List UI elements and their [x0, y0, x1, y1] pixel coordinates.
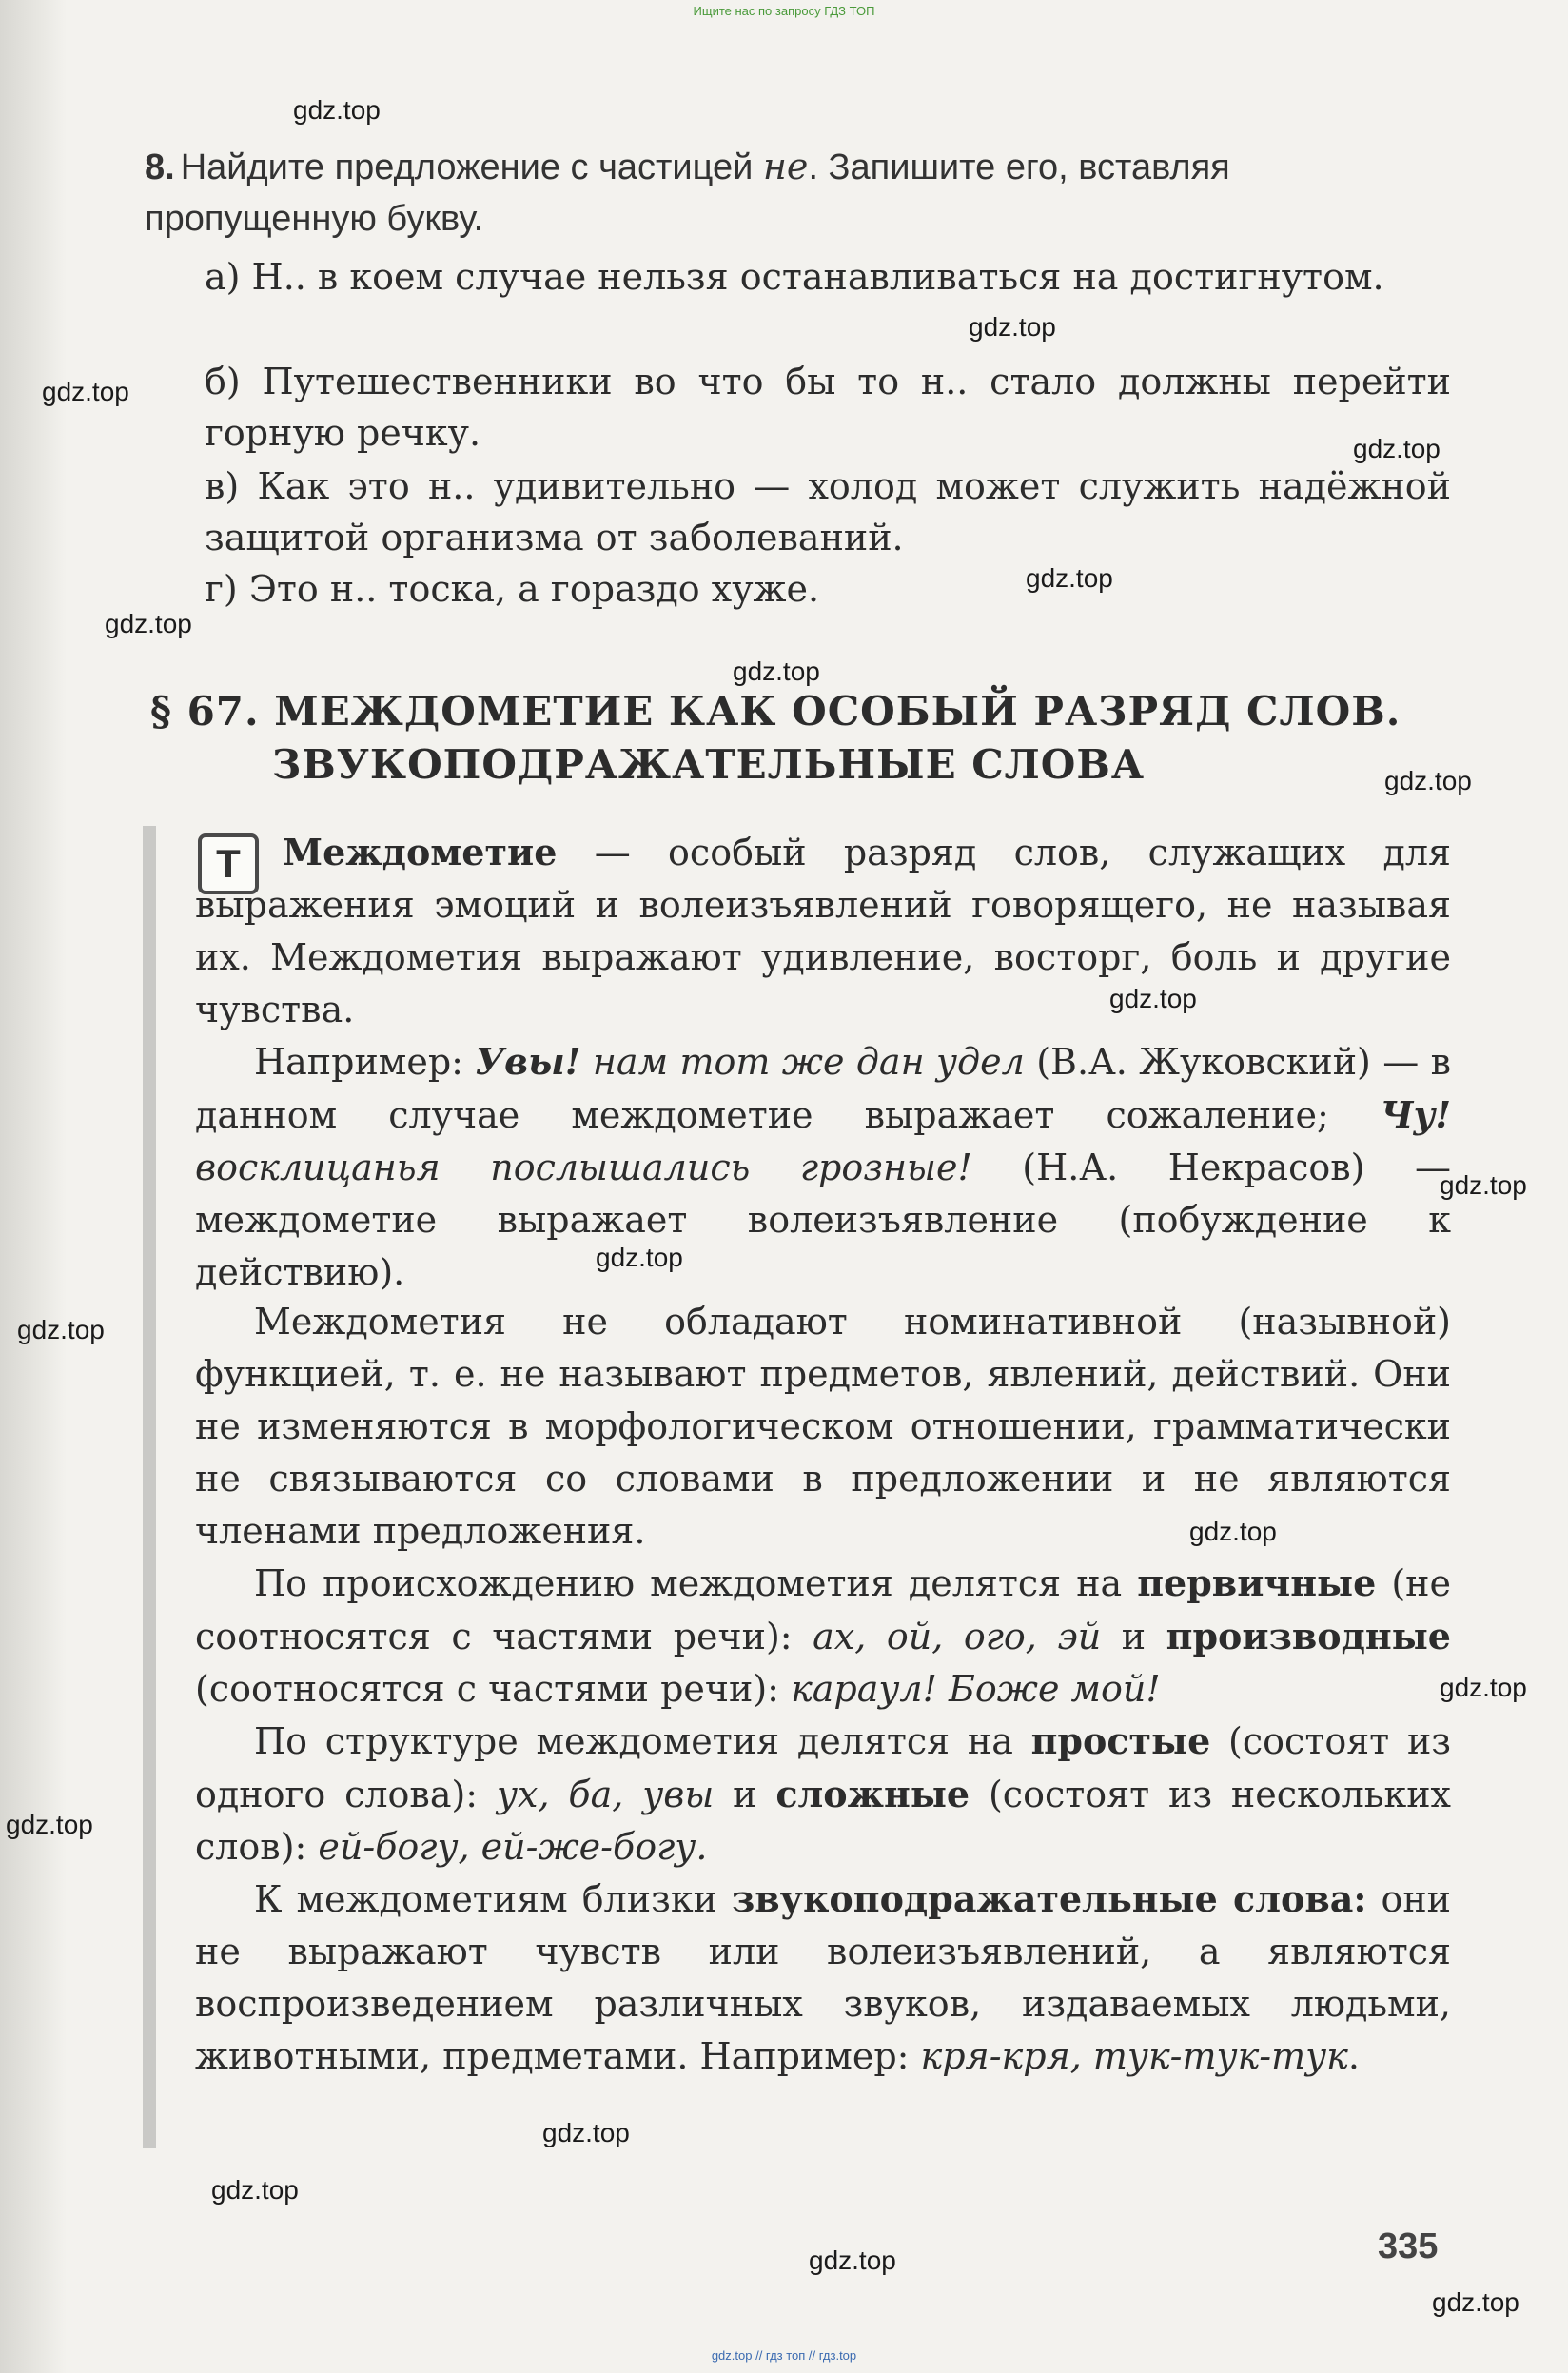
watermark: gdz.top	[1384, 766, 1472, 795]
watermark: gdz.top	[542, 2118, 630, 2147]
watermark: gdz.top	[596, 1243, 683, 1272]
theory-paragraph-onomatopoeia: К междометиям близки звукоподражательные слова: они не выражают чувств или волеизъявлений, а являются воспроизведением различных звуков, издаваемых людьми, животными, предметами. Например: кря-кря, тук-тук-тук.	[195, 1877, 1451, 2077]
watermark: gdz.top	[1109, 984, 1197, 1013]
watermark: gdz.top	[6, 1810, 93, 1839]
header-link[interactable]: Ищите нас по запросу ГДЗ ТОП	[693, 4, 875, 18]
watermark: gdz.top	[1189, 1517, 1277, 1546]
section-title-line2: ЗВУКОПОДРАЖАТЕЛЬНЫЕ СЛОВА	[272, 741, 1146, 788]
theory-paragraph-examples: Например: Увы! нам тот же дан удел (В.А. Жуковский) — в данном случае междометие выражает сожаление; Чу! восклицанья послышались грозные! (Н.А. Некрасов) — междометие выражает волеизъявление (побуждение к действию).	[195, 1040, 1452, 1293]
watermark: gdz.top	[105, 609, 192, 638]
theory-badge-icon: Т	[198, 833, 259, 894]
watermark: gdz.top	[1440, 1170, 1527, 1200]
theory-paragraph-origin: По происхождению междометия делятся на первичные (не соотносятся с частями речи): ах, ой, ого, эй и производные (соотносятся с частями речи): караул! Боже мой!	[195, 1561, 1451, 1710]
exercise-option-d: г) Это н.. тоска, а гораздо хуже.	[205, 568, 820, 610]
exercise-option-c: в) Как это н.. удивительно — холод может служить надёжной защитой организма от заболеваний.	[205, 465, 1451, 559]
watermark: gdz.top	[733, 657, 820, 686]
exercise-option-b: б) Путешественники во что бы то н.. стало должны перейти горную речку.	[205, 361, 1451, 454]
particle-word: не	[762, 146, 809, 187]
book-spine-shadow	[0, 0, 67, 2373]
exercise-option-a: а) Н.. в коем случае нельзя останавливаться на достигнутом.	[205, 256, 1384, 298]
watermark: gdz.top	[1440, 1673, 1527, 1702]
watermark: gdz.top	[17, 1315, 105, 1344]
exercise-number: 8.	[145, 147, 175, 187]
watermark: gdz.top	[42, 377, 129, 406]
theory-paragraph-function: Междометия не обладают номинативной (назывной) функцией, т. е. не называют предметов, явлений, действий. Они не изменяются в морфологическом отношении, грамматически не связываются со словами в предложении и не являются членами предложения.	[195, 1301, 1451, 1552]
term-interjection: Междометие	[283, 831, 558, 873]
watermark: gdz.top	[1026, 563, 1113, 593]
theory-paragraph-structure: По структуре междометия делятся на простые (состоят из одного слова): ух, ба, увы и сложные (состоят из нескольких слов): ей-богу, ей-же-богу.	[195, 1719, 1452, 1868]
watermark: gdz.top	[211, 2175, 299, 2205]
watermark: gdz.top	[293, 95, 381, 125]
page-number: 335	[1378, 2226, 1439, 2266]
watermark: gdz.top	[969, 312, 1056, 342]
exercise-instruction: 8. Найдите предложение с частицей не. Запишите его, вставляя пропущенную букву.	[145, 146, 1230, 239]
theory-paragraph-definition: Междометие — особый разряд слов, служащих для выражения эмоций и волеизъявлений говорящего, не называя их. Междометия выражают удивление, восторг, боль и другие чувства.	[195, 831, 1451, 1030]
watermark: gdz.top	[1432, 2287, 1519, 2317]
section-heading	[150, 685, 1482, 792]
section-title-line1: § 67. МЕЖДОМЕТИЕ КАК ОСОБЫЙ РАЗРЯД СЛОВ.	[150, 688, 1401, 735]
watermark: gdz.top	[809, 2246, 896, 2275]
watermark: gdz.top	[1353, 434, 1441, 463]
footer-link[interactable]: gdz.top // гдз топ // гдз.top	[711, 2348, 857, 2363]
